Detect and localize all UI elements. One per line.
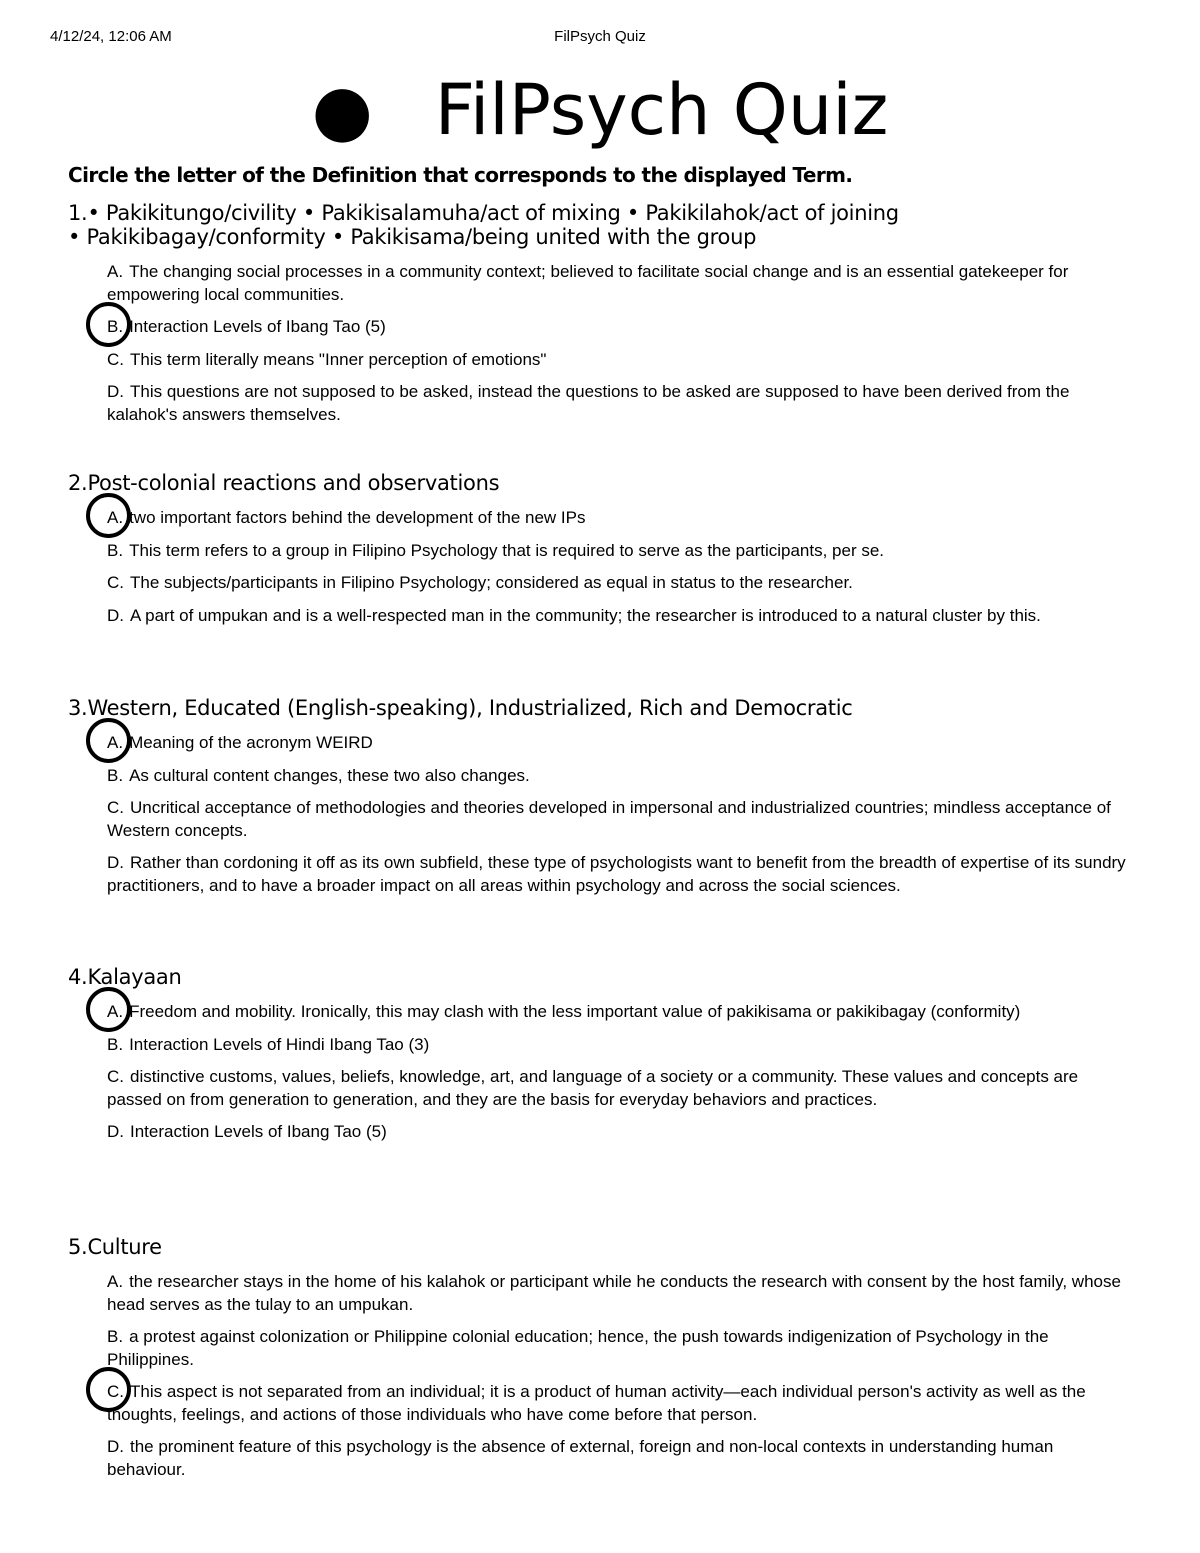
answer-option-b[interactable] xyxy=(107,316,1138,339)
print-document-title: FilPsych Quiz xyxy=(554,28,646,45)
answer-options xyxy=(107,1001,1138,1144)
question-term-line-2: • Pakikibagay/conformity • Pakikisama/being united with the group xyxy=(68,225,757,249)
option-text: This questions are not supposed to be asked, instead the questions to be asked are supposed to have been derived from the kalahok's answers themselves. xyxy=(107,382,1070,424)
answer-options xyxy=(107,1271,1138,1481)
question-term xyxy=(68,201,1138,249)
option-text: Uncritical acceptance of methodologies and theories developed in impersonal and industrialized countries; mindless acceptance of Western concepts. xyxy=(107,798,1111,840)
option-letter: B. xyxy=(107,317,124,336)
answer-option-a[interactable] xyxy=(107,732,1138,755)
question-term-line-1: • Pakikitungo/civility • Pakikisalamuha/act of mixing • Pakikilahok/act of joining xyxy=(87,201,899,225)
quiz-instructions: Circle the letter of the Definition that corresponds to the displayed Term. xyxy=(68,163,853,187)
question-4 xyxy=(68,965,1138,1154)
answer-option-d[interactable] xyxy=(107,852,1138,897)
circle-mark-icon xyxy=(86,987,131,1032)
answer-option-d[interactable] xyxy=(107,1436,1138,1481)
question-term xyxy=(68,965,1138,989)
option-text: Meaning of the acronym WEIRD xyxy=(129,733,373,752)
option-letter: A. xyxy=(107,508,124,527)
print-date: 4/12/24, 12:06 AM xyxy=(50,28,172,45)
option-letter: A. xyxy=(107,1002,124,1021)
answer-option-c[interactable] xyxy=(107,572,1138,595)
option-letter: B. xyxy=(107,765,124,785)
option-letter: B. xyxy=(107,540,124,560)
question-1 xyxy=(68,201,1138,436)
question-term-text: Post-colonial reactions and observations xyxy=(87,471,500,495)
option-letter: D. xyxy=(107,605,124,625)
option-letter: C. xyxy=(107,798,124,817)
option-letter: D. xyxy=(107,382,124,401)
option-text: distinctive customs, values, beliefs, knowledge, art, and language of a society or a community. These values and concepts are passed on from generation to generation, and they are the basis for everyday behaviors and practices. xyxy=(107,1067,1079,1109)
question-number: 3. xyxy=(68,696,88,720)
option-letter: C. xyxy=(107,1382,124,1401)
question-term xyxy=(68,1235,1138,1259)
option-text: the researcher stays in the home of his kalahok or participant while he conducts the research with consent by the host family, whose head serves as the tulay to an umpukan. xyxy=(107,1272,1121,1314)
question-number: 1. xyxy=(68,201,88,225)
question-number: 2. xyxy=(68,471,88,495)
option-letter: B. xyxy=(107,1034,124,1054)
title-bullet-icon: ● xyxy=(311,69,373,151)
option-text: The subjects/participants in Filipino Psychology; considered as equal in status to the researcher. xyxy=(130,573,853,592)
answer-option-c[interactable] xyxy=(107,1066,1138,1111)
circle-mark-icon xyxy=(86,302,131,347)
option-letter: C. xyxy=(107,573,124,592)
question-number: 4. xyxy=(68,965,88,989)
option-text: This aspect is not separated from an individual; it is a product of human activity—each individual person's activity as well as the thoughts, feelings, and actions of those individuals who have come before that person. xyxy=(107,1382,1086,1424)
answer-option-d[interactable] xyxy=(107,605,1138,628)
answer-option-a[interactable] xyxy=(107,1271,1138,1316)
option-letter: B. xyxy=(107,1327,124,1346)
question-3 xyxy=(68,696,1138,907)
answer-option-b[interactable] xyxy=(107,1034,1138,1057)
question-term-text: Kalayaan xyxy=(87,965,182,989)
answer-option-b[interactable] xyxy=(107,1326,1138,1371)
circle-mark-icon xyxy=(86,1367,131,1412)
answer-option-d[interactable] xyxy=(107,381,1138,426)
option-letter: A. xyxy=(107,262,124,281)
answer-option-b[interactable] xyxy=(107,765,1138,788)
option-text: a protest against colonization or Philippine colonial education; hence, the push towards indigenization of Psychology in the Philippines. xyxy=(107,1327,1049,1369)
option-text: This term refers to a group in Filipino Psychology that is required to serve as the participants, per se. xyxy=(129,540,885,560)
answer-options xyxy=(107,261,1138,426)
option-text: Freedom and mobility. Ironically, this may clash with the less important value of pakikisama or pakikibagay (conformity) xyxy=(129,1002,1021,1021)
answer-options xyxy=(107,507,1138,627)
answer-option-c[interactable] xyxy=(107,797,1138,842)
answer-option-a[interactable] xyxy=(107,1001,1138,1024)
answer-option-b[interactable] xyxy=(107,540,1138,563)
answer-option-a[interactable] xyxy=(107,261,1138,306)
option-letter: A. xyxy=(107,733,124,752)
option-text: The changing social processes in a community context; believed to facilitate social change and is an essential gatekeeper for empowering local communities. xyxy=(107,262,1069,304)
option-letter: C. xyxy=(107,1067,124,1086)
question-term-text: Culture xyxy=(87,1235,162,1259)
answer-options xyxy=(107,732,1138,897)
circle-mark-icon xyxy=(86,718,131,763)
option-letter: A. xyxy=(107,1272,124,1291)
option-text: Rather than cordoning it off as its own subfield, these type of psychologists want to benefit from the breadth of expertise of its sundry practitioners, and to have a broader impact on all areas within psychology and across the social sciences. xyxy=(107,853,1126,895)
question-term xyxy=(68,696,1138,720)
option-letter: D. xyxy=(107,1122,124,1141)
option-text: Interaction Levels of Ibang Tao (5) xyxy=(130,1122,387,1141)
answer-option-c[interactable] xyxy=(107,1381,1138,1426)
circle-mark-icon xyxy=(86,493,131,538)
option-letter: C. xyxy=(107,349,124,369)
answer-option-d[interactable] xyxy=(107,1121,1138,1144)
page-title xyxy=(0,68,1200,152)
option-text: This term literally means "Inner perception of emotions" xyxy=(130,349,547,369)
page-title-text: FilPsych Quiz xyxy=(434,69,889,151)
option-text: Interaction Levels of Hindi Ibang Tao (3) xyxy=(129,1034,430,1054)
question-2 xyxy=(68,471,1138,637)
option-text: Interaction Levels of Ibang Tao (5) xyxy=(129,317,386,336)
question-5 xyxy=(68,1235,1138,1491)
option-letter: D. xyxy=(107,1437,124,1456)
question-number: 5. xyxy=(68,1235,88,1259)
print-header xyxy=(50,28,1150,48)
option-text: As cultural content changes, these two also changes. xyxy=(129,765,530,785)
question-term xyxy=(68,471,1138,495)
option-text: A part of umpukan and is a well-respected man in the community; the researcher is introduced to a natural cluster by this. xyxy=(130,605,1041,625)
option-text: two important factors behind the development of the new IPs xyxy=(129,508,586,527)
question-term-text: Western, Educated (English-speaking), Industrialized, Rich and Democratic xyxy=(87,696,853,720)
option-letter: D. xyxy=(107,853,124,872)
option-text: the prominent feature of this psychology is the absence of external, foreign and non-local contexts in understanding human behaviour. xyxy=(107,1437,1054,1479)
answer-option-c[interactable] xyxy=(107,349,1138,372)
answer-option-a[interactable] xyxy=(107,507,1138,530)
